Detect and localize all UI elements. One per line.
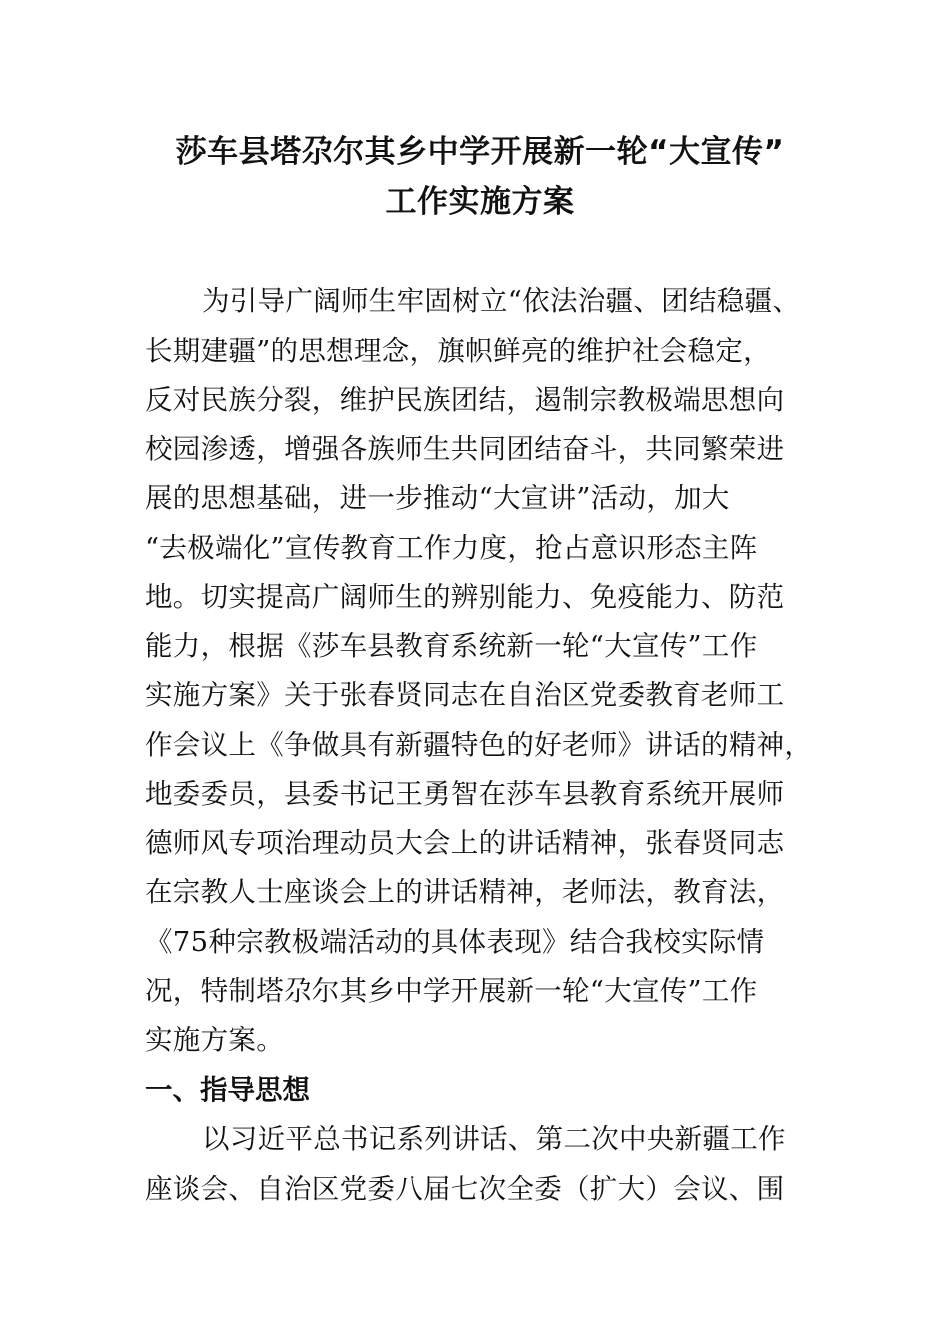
body-text-line: 展的思想基础，进一步推动“大宣讲”活动，加大 [145,482,730,514]
body-text-line: 地。切实提高广阔师生的辨别能力、免疫能力、防范 [145,581,785,613]
body-text-line: 能力，根据《莎车县教育系统新一轮“大宣传”工作 [145,630,758,662]
body-text-line: 校园渗透，增强各族师生共同团结奋斗，共同繁荣进 [145,433,785,465]
body-text-line: 座谈会、自治区党委八届七次全委（扩大）会议、围 [145,1173,785,1205]
body-text-line: 以习近平总书记系列讲话、第二次中央新疆工作 [202,1123,786,1155]
body-text-line: 地委委员，县委书记王勇智在莎车县教育系统开展师 [145,778,785,810]
body-text-line: 实施方案。 [145,1024,284,1056]
body-text-line: 作会议上《争做具有新疆特色的好老师》讲话的精神， [145,729,813,761]
body-text-line: 在宗教人士座谈会上的讲话精神，老师法，教育法， [145,876,785,908]
document-title-line-2: 工作实施方案 [385,184,575,220]
body-text-line: 德师风专项治理动员大会上的讲话精神，张春贤同志 [145,827,785,859]
section-heading: 一、指导思想 [145,1074,310,1106]
body-text-line: 实施方案》关于张春贤同志在自治区党委教育老师工 [145,679,785,711]
body-text-line: 况，特制塔尕尔其乡中学开展新一轮“大宣传”工作 [145,975,758,1007]
body-text-line: 长期建疆”的思想理念，旗帜鲜亮的维护社会稳定， [145,335,771,367]
body-text-line: 为引导广阔师生牢固树立“依法治疆、团结稳疆、 [202,285,801,317]
document-title-line-1: 莎车县塔尕尔其乡中学开展新一轮“大宣传” [175,134,785,170]
body-text-line: 反对民族分裂，维护民族团结，遏制宗教极端思想向 [145,384,785,416]
body-text-line: “去极端化”宣传教育工作力度，抢占意识形态主阵 [145,532,758,564]
body-text-line: 《75种宗教极端活动的具体表现》结合我校实际情 [145,926,765,958]
